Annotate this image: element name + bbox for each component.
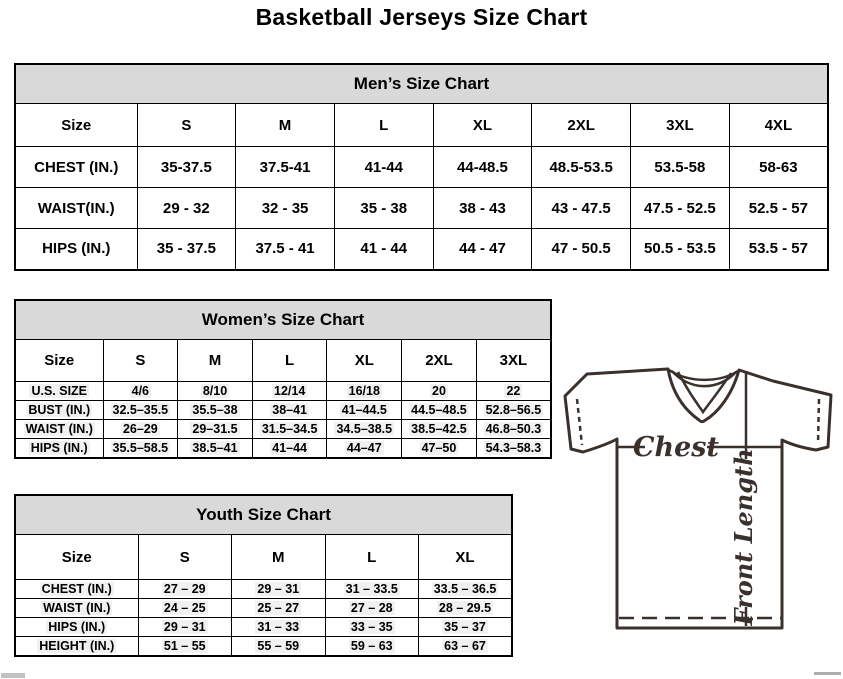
size-value: [419, 618, 513, 637]
highlighted-text: 27 – 28: [350, 601, 393, 615]
column-header: Size: [15, 104, 137, 147]
highlighted-text: 20: [432, 384, 446, 398]
highlighted-text: 26–29: [122, 422, 158, 436]
size-value: [103, 401, 178, 420]
size-value: 35 - 37.5: [137, 229, 236, 270]
table-row: [15, 420, 551, 439]
column-header: L: [334, 104, 433, 147]
highlighted-text: 32.5–35.5: [112, 403, 169, 417]
highlighted-text: 38–41: [272, 403, 308, 417]
highlighted-text: CHEST (IN.): [41, 582, 112, 596]
column-header: Size: [15, 535, 138, 580]
column-header: S: [137, 104, 236, 147]
size-value: [325, 580, 419, 599]
column-header: M: [236, 104, 335, 147]
row-label: HIPS (IN.): [15, 229, 137, 270]
youth-size-table: [14, 494, 513, 657]
jersey-outline: [565, 369, 831, 628]
size-value: [103, 439, 178, 458]
highlighted-text: 8/10: [202, 384, 228, 398]
size-value: [327, 420, 402, 439]
row-label: [15, 401, 103, 420]
size-value: 53.5-58: [631, 147, 730, 188]
size-value: [138, 580, 232, 599]
table-section-header: Men’s Size Chart: [15, 64, 828, 104]
size-value: [138, 637, 232, 656]
size-value: 50.5 - 53.5: [631, 229, 730, 270]
size-value: [327, 382, 402, 401]
row-label: [15, 599, 138, 618]
size-value: 43 - 47.5: [532, 188, 631, 229]
page-title: Basketball Jerseys Size Chart: [255, 4, 588, 30]
highlighted-text: HEIGHT (IN.): [39, 638, 115, 653]
highlighted-text: 31.5–34.5: [261, 422, 318, 436]
highlighted-text: 63 – 67: [444, 638, 486, 653]
highlighted-text: BUST (IN.): [28, 403, 91, 417]
size-value: [325, 599, 419, 618]
highlighted-text: 41–44: [272, 440, 308, 455]
row-label: WAIST(IN.): [15, 188, 137, 229]
size-value: [327, 439, 402, 458]
row-label: [15, 580, 138, 599]
column-header: M: [232, 535, 326, 580]
highlighted-text: 35.5–58.5: [112, 440, 169, 455]
size-value: [252, 382, 327, 401]
highlighted-text: 16/18: [348, 384, 380, 398]
column-header: S: [138, 535, 232, 580]
table-row: [15, 147, 828, 188]
size-value: [252, 420, 327, 439]
highlighted-text: WAIST (IN.): [25, 422, 93, 436]
column-header: M: [178, 340, 253, 382]
size-value: [419, 637, 513, 656]
row-label: CHEST (IN.): [15, 147, 137, 188]
size-value: 38 - 43: [433, 188, 532, 229]
highlighted-text: 35.5–38: [192, 403, 238, 417]
table-row: [15, 637, 512, 656]
highlighted-text: 46.8–50.3: [485, 422, 542, 436]
column-header-row: [15, 340, 551, 382]
highlighted-text: 55 – 59: [257, 638, 300, 653]
column-header: 2XL: [532, 104, 631, 147]
front-length-label: Front Length: [729, 448, 758, 626]
size-value: 41-44: [334, 147, 433, 188]
size-value: [232, 637, 326, 656]
size-value: [402, 439, 477, 458]
size-value: 58-63: [729, 147, 828, 188]
highlighted-text: 47–50: [421, 440, 457, 455]
size-value: 47 - 50.5: [532, 229, 631, 270]
size-value: [402, 420, 477, 439]
highlighted-text: 51 – 55: [163, 638, 206, 653]
highlighted-text: 22: [506, 384, 521, 398]
table-row: [15, 618, 512, 637]
highlighted-text: 41–44.5: [341, 403, 387, 417]
size-value: [103, 420, 178, 439]
column-header: S: [103, 340, 178, 382]
size-value: [325, 637, 419, 656]
size-value: 41 - 44: [334, 229, 433, 270]
size-value: [232, 599, 326, 618]
highlighted-text: 44.5–48.5: [411, 403, 467, 417]
womens-size-table: [14, 299, 552, 459]
highlighted-text: 33 – 35: [350, 620, 393, 634]
highlighted-text: 38.5–42.5: [411, 422, 467, 436]
highlighted-text: 4/6: [131, 384, 150, 398]
column-header: XL: [433, 104, 532, 147]
highlighted-text: U.S. SIZE: [31, 384, 88, 398]
table-section-header: Women’s Size Chart: [15, 300, 551, 340]
table-row: [15, 599, 512, 618]
mens-size-table: [14, 63, 829, 271]
size-value: [402, 401, 477, 420]
size-value: 32 - 35: [236, 188, 335, 229]
size-value: 44-48.5: [433, 147, 532, 188]
size-value: [402, 382, 477, 401]
column-header: XL: [419, 535, 513, 580]
left-cuff-dashed-line: [577, 399, 582, 445]
size-value: [138, 618, 232, 637]
highlighted-text: WAIST (IN.): [43, 601, 111, 615]
highlighted-text: 38.5–41: [192, 440, 238, 455]
column-header: L: [252, 340, 327, 382]
size-value: 53.5 - 57: [729, 229, 828, 270]
column-header: 3XL: [631, 104, 730, 147]
size-value: [419, 599, 513, 618]
row-label: [15, 637, 138, 656]
column-header-row: [15, 535, 512, 580]
size-value: [232, 580, 326, 599]
highlighted-text: 25 – 27: [257, 601, 300, 615]
row-label: [15, 420, 103, 439]
highlighted-text: 52.8–56.5: [485, 403, 542, 417]
row-label: [15, 439, 103, 458]
highlighted-text: 12/14: [274, 384, 306, 398]
column-header-row: [15, 104, 828, 147]
size-value: [252, 439, 327, 458]
column-header: 3XL: [476, 340, 551, 382]
table-row: [15, 401, 551, 420]
size-value: [419, 580, 513, 599]
size-value: 44 - 47: [433, 229, 532, 270]
table-row: [15, 439, 551, 458]
size-value: [178, 439, 253, 458]
row-label: [15, 618, 138, 637]
size-value: [476, 401, 551, 420]
size-value: 52.5 - 57: [729, 188, 828, 229]
size-value: [325, 618, 419, 637]
highlighted-text: 33.5 – 36.5: [433, 582, 497, 596]
size-value: 48.5-53.5: [532, 147, 631, 188]
table-row: [15, 188, 828, 229]
highlighted-text: HIPS (IN.): [48, 620, 106, 634]
highlighted-text: 29 – 31: [257, 582, 300, 596]
table-row: [15, 382, 551, 401]
size-value: [476, 382, 551, 401]
size-value: [138, 599, 232, 618]
size-value: [252, 401, 327, 420]
size-value: 29 - 32: [137, 188, 236, 229]
table-row: [15, 229, 828, 270]
size-value: 37.5-41: [236, 147, 335, 188]
scrollbar-fragment-left: [1, 673, 25, 678]
highlighted-text: 59 – 63: [350, 638, 393, 653]
size-value: [178, 382, 253, 401]
size-value: [178, 401, 253, 420]
column-header: XL: [327, 340, 402, 382]
highlighted-text: 28 – 29.5: [438, 601, 492, 615]
size-value: [476, 439, 551, 458]
jersey-measurement-diagram-icon: [556, 355, 841, 640]
highlighted-text: 29–31.5: [192, 422, 238, 436]
highlighted-text: 27 – 29: [163, 582, 206, 596]
size-value: 37.5 - 41: [236, 229, 335, 270]
highlighted-text: 24 – 25: [163, 601, 206, 615]
column-header: L: [325, 535, 419, 580]
size-value: [476, 420, 551, 439]
right-cuff-dashed-line: [818, 399, 819, 444]
row-label: [15, 382, 103, 401]
highlighted-text: HIPS (IN.): [30, 440, 88, 455]
highlighted-text: 29 – 31: [163, 620, 206, 634]
table-section-header: Youth Size Chart: [15, 495, 512, 535]
highlighted-text: 31 – 33: [257, 620, 300, 634]
size-value: [327, 401, 402, 420]
size-value: 35 - 38: [334, 188, 433, 229]
size-value: 47.5 - 52.5: [631, 188, 730, 229]
size-value: [178, 420, 253, 439]
highlighted-text: 35 – 37: [444, 620, 486, 634]
column-header: 2XL: [402, 340, 477, 382]
size-value: [232, 618, 326, 637]
size-value: [103, 382, 178, 401]
column-header: Size: [15, 340, 103, 382]
chest-label: Chest: [633, 432, 719, 463]
highlighted-text: 44–47: [346, 440, 382, 455]
highlighted-text: 34.5–38.5: [336, 422, 393, 436]
table-row: [15, 580, 512, 599]
column-header: 4XL: [729, 104, 828, 147]
highlighted-text: 31 – 33.5: [345, 582, 398, 596]
highlighted-text: 54.3–58.3: [485, 440, 542, 455]
size-value: 35-37.5: [137, 147, 236, 188]
scrollbar-fragment-right: [814, 672, 841, 675]
